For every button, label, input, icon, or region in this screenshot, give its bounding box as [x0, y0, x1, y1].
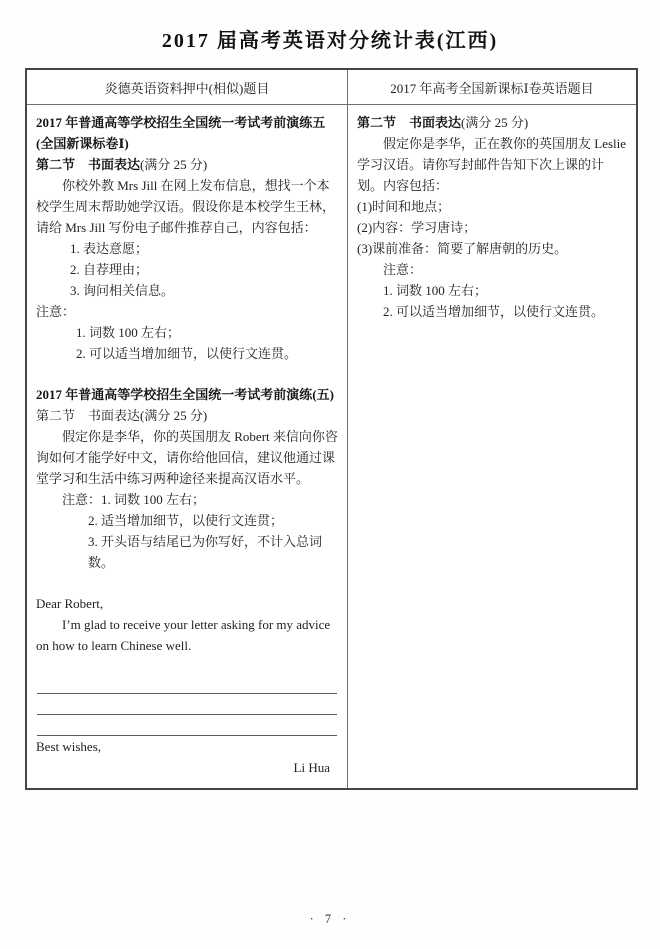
right-cell	[348, 105, 636, 788]
section1-heading-rest: (满分 25 分)	[140, 157, 208, 172]
answer-line	[37, 715, 337, 736]
table-body-row	[27, 105, 636, 788]
list-item: 3. 询问相关信息。	[70, 283, 175, 298]
right-heading	[357, 112, 627, 133]
letter-signature: Li Hua	[293, 760, 330, 775]
comparison-table	[25, 68, 638, 790]
letter-body: I’m glad to receive your letter asking for my advice on how to learn Chinese well.	[36, 617, 331, 653]
answer-line	[37, 694, 337, 715]
note-item: 3. 开头语与结尾已为你写好，不计入总词数。	[88, 534, 323, 570]
section2-prompt: 假定你是李华，你的英国朋友 Robert 来信向你咨询如何才能学好中文，请你给他回信，建议他通过课堂学习和生活中练习两种途径来提高汉语水平。	[36, 429, 338, 486]
note-item: 2. 适当增加细节，以使行文连贯；	[88, 513, 284, 528]
section2-heading: 第二节 书面表达(满分 25 分)	[36, 408, 208, 423]
right-heading-rest: (满分 25 分)	[461, 115, 529, 130]
table-header-row	[27, 70, 636, 105]
list-item: 2. 自荐理由；	[70, 262, 149, 277]
list-item: (2)内容：学习唐诗；	[357, 220, 477, 235]
note-item: 1. 词数 100 左右；	[383, 283, 488, 298]
section1-prompt: 你校外教 Mrs Jill 在网上发布信息，想找一个本校学生周末帮助她学汉语。假设你是本校学生王林，请给 Mrs Jill 写份电子邮件推荐自己，内容包括：	[36, 178, 336, 235]
section1-heading-bold: 第二节 书面表达	[36, 157, 141, 172]
section1-title: 2017 年普通高等学校招生全国统一考试考前演练五(全国新课标卷Ⅰ)	[36, 115, 326, 151]
section1-heading	[36, 154, 338, 175]
table-header-right: 2017 年高考全国新课标Ⅰ卷英语题目	[390, 80, 594, 96]
note-item: 2. 可以适当增加细节，以使行文连贯。	[76, 346, 298, 361]
left-cell	[27, 105, 348, 788]
page-number: · 7 ·	[309, 912, 351, 926]
letter-closing: Best wishes,	[36, 739, 101, 754]
letter-salutation: Dear Robert,	[36, 596, 104, 611]
note-item: 2. 可以适当增加细节，以使行文连贯。	[383, 304, 605, 319]
note-label: 注意：	[383, 262, 423, 277]
list-item: 1. 表达意愿；	[70, 241, 149, 256]
list-item: (3)课前准备：简要了解唐朝的历史。	[357, 241, 568, 256]
note-label: 注意：	[36, 304, 76, 319]
note-item: 注意：1. 词数 100 左右；	[62, 492, 206, 507]
section2-title: 2017 年普通高等学校招生全国统一考试考前演练(五)	[36, 387, 334, 402]
right-heading-bold: 第二节 书面表达	[357, 115, 462, 130]
list-item: (1)时间和地点；	[357, 199, 451, 214]
right-prompt: 假定你是李华，正在教你的英国朋友 Leslie 学习汉语。请你写封邮件告知下次上课的计划。内容包括：	[357, 136, 627, 193]
table-header-left: 炎德英语资料押中(相似)题目	[27, 70, 348, 104]
page-title: 2017 届高考英语对分统计表(江西)	[161, 30, 499, 52]
answer-line	[37, 673, 337, 694]
note-item: 1. 词数 100 左右；	[76, 325, 181, 340]
